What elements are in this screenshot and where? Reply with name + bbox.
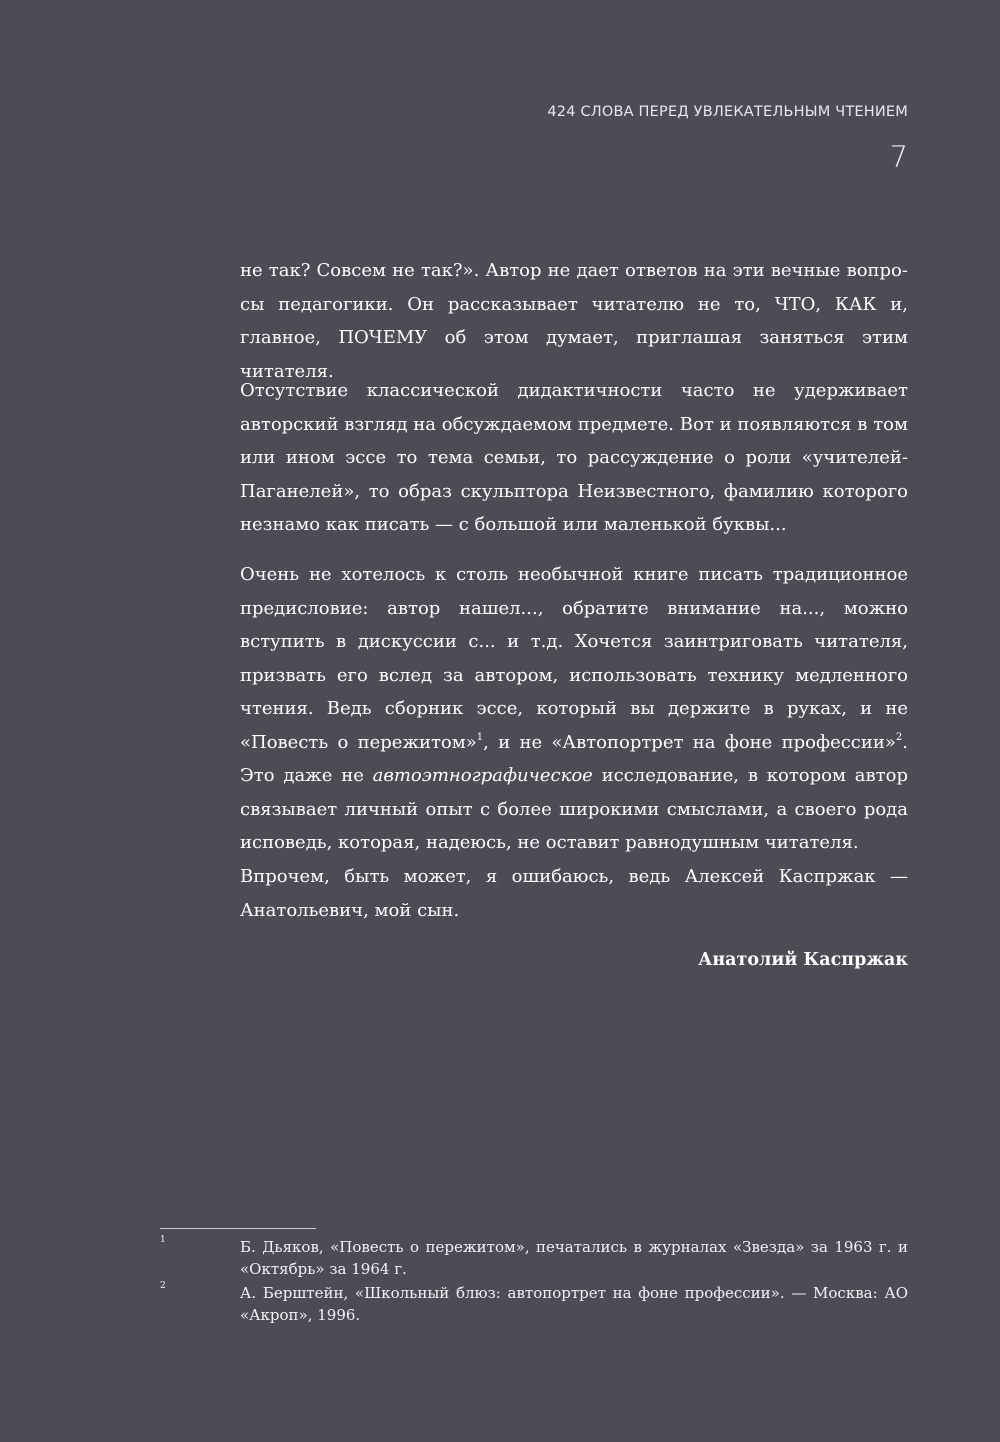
paragraph-text: Впрочем, быть может, я ошибаюсь, ведь Алексей Каспржак — Анатольевич, мой сын. [240, 866, 908, 921]
footnote-ref-2[interactable]: 2 [895, 731, 903, 743]
page-number: 7 [889, 140, 908, 174]
paragraph-text-segment: . Это даже не [240, 731, 909, 786]
footnote-text: Б. Дьяков, «Повесть о пережитом», печатались в журналах «Звезда» за 1963 г. и «Октябрь» за 1964 г. [240, 1238, 908, 1278]
paragraph-text: Отсутствие классической дидактичности часто не удерживает авторский взгляд на обсуждаемом предмете. Вот и появляются в том или ином эссе то тема семьи, то рассуждение о роли «учителей-Паганелей», то образ скульптора Неизвестного, фамилию которого незнамо как писать — с большой или маленькой буквы... [240, 380, 908, 535]
paragraph-text [240, 558, 908, 860]
footnote-ref-1[interactable]: 1 [476, 731, 484, 743]
italic-term: автоэтнографическое [372, 765, 593, 786]
footnote-mark: 2 [160, 1281, 166, 1291]
footnote-1 [160, 1236, 908, 1280]
paragraph-3 [240, 558, 908, 860]
paragraph-text-segment: , и не «Автопортрет на фоне профессии» [483, 731, 896, 753]
footnote-divider [160, 1228, 316, 1229]
paragraph-2 [240, 374, 908, 542]
paragraph-text-segment: исследование, в котором автор связывает личный опыт с более широкими смыслами, а своего рода исповедь, которая, надеюсь, не оставит равнодушным читателя. [240, 765, 908, 853]
paragraph-1 [240, 254, 908, 388]
paragraph-text: не так? Совсем не так?». Автор не дает ответов на эти вечные вопросы педагогики. Он рассказывает читателю не то, ЧТО, КАК и, главное, ПОЧЕМУ об этом думает, приглашая заняться этим читателя. [240, 260, 908, 382]
paragraph-text-segment: Очень не хотелось к столь необычной книге писать традиционное предисловие: автор нашел..., обратите внимание на..., можно вступить в дискуссии с... и т.д. Хочется заинтриговать читателя, призвать его вслед за автором, использовать технику медленного чтения. Ведь сборник эссе, который вы держите в руках, и не «Повесть о пережитом» [240, 564, 908, 753]
paragraph-4 [240, 860, 908, 927]
footnote-2 [160, 1282, 908, 1326]
footnote-text: А. Берштейн, «Школьный блюз: автопортрет на фоне профессии». — Москва: АО «Акроп», 1996. [240, 1284, 908, 1324]
footnote-mark: 1 [160, 1235, 166, 1245]
running-title: 424 СЛОВА ПЕРЕД УВЛЕКАТЕЛЬНЫМ ЧТЕНИЕМ [547, 104, 908, 120]
author-signature: Анатолий Каспржак [698, 950, 908, 970]
